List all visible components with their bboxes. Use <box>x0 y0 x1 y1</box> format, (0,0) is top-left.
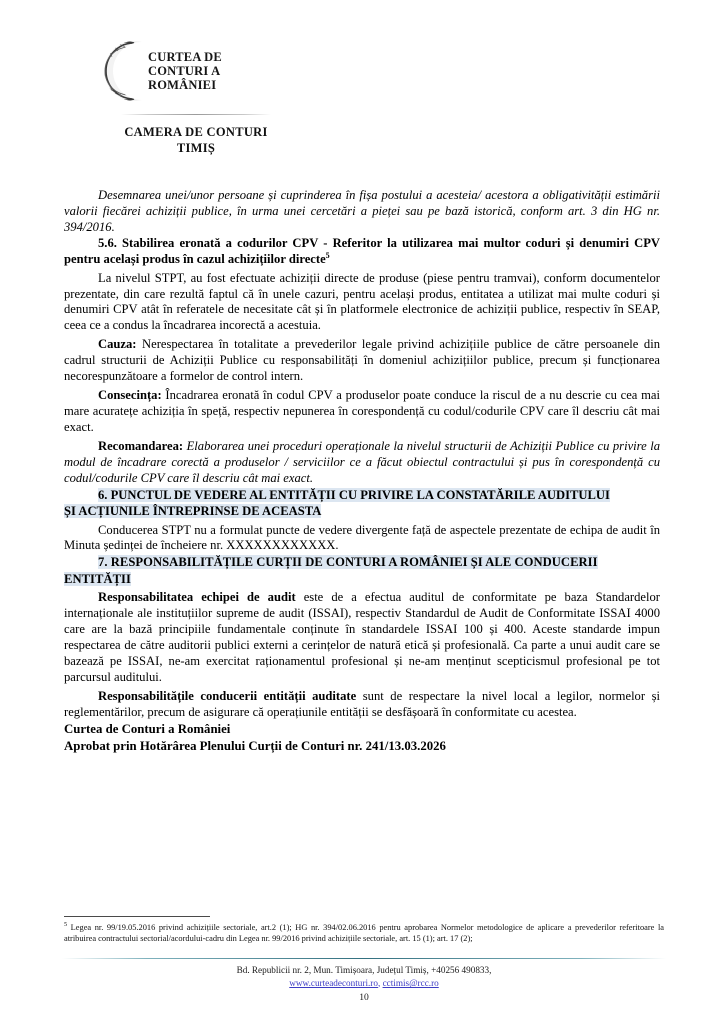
recomandarea-label: Recomandarea: <box>98 438 184 453</box>
cauza-text: Nerespectarea în totalitate a prevederilor legale privind achizițiile publice de către persoanele din cadrul structurii de Achiziții Publice cu responsabilități în domeniul achizițiilor publice, precum și funcționarea necorespunzătoare a formelor de control intern. <box>64 337 660 384</box>
heading-5-6-text: 5.6. Stabilirea eronată a codurilor CPV - Referitor la utilizarea mai multor coduri și denumiri CPV pentru același produs în cazul achizițiilor directe <box>64 235 660 266</box>
logo-line-2: CONTURI A <box>148 64 221 78</box>
responsabilitatea-audit-label: Responsabilitatea echipei de audit <box>98 590 296 605</box>
section-heading-7-line-2: ENTITĂȚII <box>64 571 131 586</box>
logo-line-1: CURTEA DE <box>148 50 222 64</box>
responsabilitati-conducere-label: Responsabilitățile conducerii entității auditate <box>98 688 357 703</box>
section-heading-6-line-2: ȘI ACȚIUNILE ÎNTREPRINSE DE ACEASTA <box>64 504 322 519</box>
responsabilitati-conducere-paragraph <box>64 689 660 721</box>
office-title-line-1: CAMERA DE CONTURI <box>124 125 268 139</box>
logo-row <box>66 38 326 104</box>
ornate-letter-c-emblem-icon <box>88 38 142 104</box>
links-separator: , <box>377 978 383 989</box>
letterhead-divider <box>121 114 271 115</box>
signoff-approval: Aprobat prin Hotărârea Plenului Curții de Conturi nr. 241/13.03.2026 <box>64 738 446 753</box>
intro-paragraph: Desemnarea unei/unor persoane și cuprinderea în fișa postului a acesteia/ acestora a obligativității estimării valorii fiecărei achiziții publice, în urma unei cercetări a pieței sau pe bază istorică, conform art. 3 din HG nr. 394/2016. <box>64 188 660 234</box>
section-heading-6 <box>64 487 660 520</box>
page-number: 10 <box>359 991 369 1003</box>
footnote-marker-ref: 5 <box>325 250 330 260</box>
cauza-paragraph <box>64 337 660 385</box>
responsabilitati-conducere-text: sunt de respectare la nivel local a legilor, normelor și reglementărilor, precum de asigurare că operațiunile entității se desfășoară în conformitate cu acestea. <box>64 688 660 719</box>
cauza-label: Cauza: <box>98 337 137 352</box>
document-body <box>64 188 660 755</box>
consecinta-label: Consecința: <box>98 388 162 403</box>
paragraph-5-6: La nivelul STPT, au fost efectuate achiziții directe de produse (piese pentru tramvai), conform documentelor prezentate, din care rezultă faptul că în unele cazuri, pentru același produs, entitatea a utilizat mai multe coduri și denumiri CPV atât în referatele de necesitate cât și în platformele electronice de achiziții publice, respectiv în SEAP, ceea ce a condus la încadrarea incorectă a acestuia. <box>64 270 660 333</box>
section-heading-7 <box>64 554 660 587</box>
website-link[interactable]: www.curteadeconturi.ro <box>289 978 378 989</box>
consecinta-text: Încadrarea eronată în codul CPV a produselor poate conduce la riscul de a nu descrie cu cea mai mare acuratețe achiziția în speță, respectiv nepunerea în corespondență cu codul/codurile CPV care îl descriu cât mai exact. <box>64 388 660 434</box>
logo-wordmark <box>148 50 222 92</box>
recomandarea-text: Elaborarea unei proceduri operaționale la nivelul structurii de Achiziții Publice cu privire la modul de încadrare corectă a produselor / serviciilor ce a făcut obiectul contractului și pus în corespondență cu codul/codurile CPV care îl descriu cât mai exact. <box>64 438 660 485</box>
signoff-institution: Curtea de Conturi a României <box>64 721 231 736</box>
footer-contact-links <box>62 977 666 990</box>
section-heading-7-line-1: 7. RESPONSABILITĂȚILE CURȚII DE CONTURI A ROMÂNIEI ȘI ALE CONDUCERII <box>98 555 598 570</box>
office-title-line-2: TIMIȘ <box>176 141 216 155</box>
page-footer <box>62 958 666 1004</box>
footnote-divider <box>64 916 210 917</box>
footnote-body-text: Legea nr. 99/19.05.2016 privind achizițiile sectoriale, art.2 (1); HG nr. 394/02.06.2016 pentru aprobarea Normelor metodologice de aplicare a prevederilor referitoare la atribuirea contractului sectorial/acordului-cadru din Legea nr. 99/2016 privind achizițiile sectoriale, art. 15 (1); art. 17 (2); <box>64 923 664 944</box>
footnote-block <box>64 916 664 944</box>
section-heading-6-line-1: 6. PUNCTUL DE VEDERE AL ENTITĂȚII CU PRIVIRE LA CONSTATĂRILE AUDITULUI <box>98 487 610 502</box>
responsabilitatea-audit-paragraph <box>64 590 660 686</box>
footer-address: Bd. Republicii nr. 2, Mun. Timișoara, Județul Timiș, +40256 490833, <box>236 965 492 976</box>
logo-line-3: ROMÂNIEI <box>148 78 217 92</box>
letterhead <box>66 38 326 156</box>
recomandarea-paragraph <box>64 439 660 487</box>
consecinta-paragraph <box>64 388 660 436</box>
footnote-number: 5 <box>64 921 68 929</box>
heading-5-6 <box>64 236 660 268</box>
office-title <box>66 124 326 156</box>
footer-divider <box>62 958 666 959</box>
email-link[interactable]: cctimis@rcc.ro <box>382 978 439 989</box>
responsabilitatea-audit-text: este de a efectua auditul de conformitate pe baza Standardelor internaționale ale instituțiilor supreme de audit (ISSAI), respectiv Standardul de Audit de Conformitate ISSAI 4000 care are la bază principiile fundamentale conținute în standardele ISSAI 100 și 400. Aceste standarde impun respectarea de către auditorii publici externi a cerințelor de natură etică și profesională. Ca parte a unui audit care se bazează pe ISSAI, ne-am exercitat raționamentul profesional și ne-am menținut scepticismul profesional pe tot parcursul auditului. <box>64 590 660 684</box>
footnote-entry-5 <box>64 922 664 944</box>
section-6-paragraph: Conducerea STPT nu a formulat puncte de vedere divergente față de aspectele prezentate de echipa de audit în Minuta ședinței de încheiere nr. XXXXXXXXXXXX. <box>64 522 660 553</box>
